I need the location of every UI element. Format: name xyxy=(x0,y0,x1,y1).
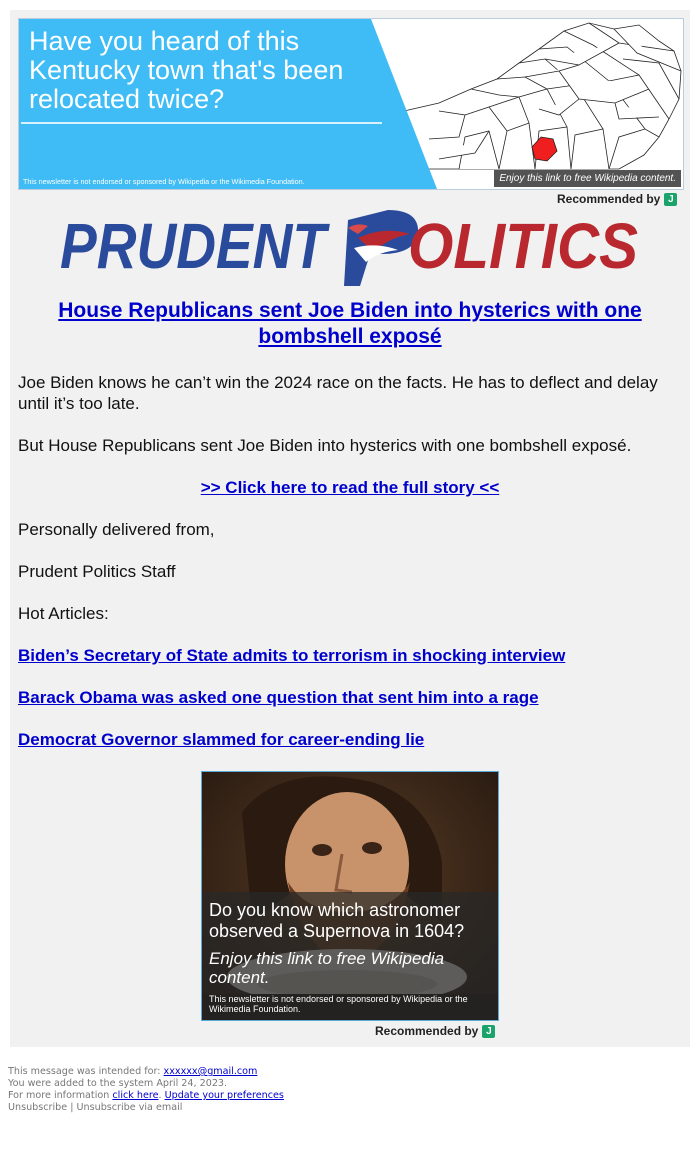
footer-intended-label: This message was intended for: xyxy=(8,1066,161,1077)
hot-article-item xyxy=(18,729,668,750)
article-headline-link[interactable]: House Republicans sent Joe Biden into hysterics with one bombshell exposé xyxy=(58,299,642,348)
read-full-story-link[interactable]: >> Click here to read the full story << xyxy=(200,478,500,497)
recommended-by-top[interactable] xyxy=(557,192,677,206)
footer-unsubscribe[interactable]: Unsubscribe xyxy=(8,1102,68,1113)
footer-added-line: You were added to the system April 24, 2023. xyxy=(8,1078,228,1089)
hot-article-link-1[interactable]: Biden’s Secretary of State admits to terrorism in shocking interview xyxy=(18,646,566,665)
hot-article-link-3[interactable]: Democrat Governor slammed for career-ending lie xyxy=(18,730,425,749)
footer-update-preferences-link[interactable]: Update your preferences xyxy=(164,1090,284,1101)
banner-headline[interactable]: Have you heard of this Kentucky town that's been relocated twice? xyxy=(29,26,344,114)
astronomer-disclaimer: This newsletter is not endorsed or sponsored by Wikipedia or the Wikimedia Foundation. xyxy=(209,994,468,1014)
logo-p-eagle-icon xyxy=(344,210,418,286)
footer-more-label: For more information xyxy=(8,1090,110,1101)
recommended-by-bottom[interactable] xyxy=(375,1024,495,1038)
hot-articles-heading: Hot Articles: xyxy=(18,604,109,623)
hot-article-link-2[interactable]: Barack Obama was asked one question that sent him into a rage xyxy=(18,688,539,707)
astronomer-enjoy-text[interactable]: Enjoy this link to free Wikipedia content. xyxy=(209,949,445,987)
recommender-logo-icon: J xyxy=(664,193,677,206)
banner-caption[interactable]: Enjoy this link to free Wikipedia content. xyxy=(494,170,681,187)
recommender-logo-icon: J xyxy=(482,1025,495,1038)
email-footer xyxy=(8,1066,284,1114)
hot-article-item xyxy=(18,687,668,708)
article-paragraph-1: Joe Biden knows he can’t win the 2024 race on the facts. He has to deflect and delay until it’s too late. xyxy=(18,373,658,413)
prudent-politics-logo[interactable] xyxy=(58,208,642,286)
article-paragraph-2: But House Republicans sent Joe Biden into hysterics with one bombshell exposé. xyxy=(18,436,632,455)
footer-email-link[interactable]: xxxxxx@gmail.com xyxy=(163,1066,258,1077)
footer-unsubscribe-line: Unsubscribe | Unsubscribe via email xyxy=(8,1102,183,1113)
kentucky-banner-ad[interactable] xyxy=(18,18,684,190)
footer-more-info-line: For more information click here. Update your preferences xyxy=(8,1090,284,1101)
footer-unsubscribe-email[interactable]: Unsubscribe via email xyxy=(76,1102,183,1113)
logo-text-olitics: OLITICS xyxy=(408,210,639,282)
staff-signature: Prudent Politics Staff xyxy=(18,562,176,581)
signoff-text: Personally delivered from, xyxy=(18,520,215,539)
banner-disclaimer: This newsletter is not endorsed or sponsored by Wikipedia or the Wikimedia Foundation. xyxy=(23,177,305,186)
email-card xyxy=(10,10,690,1047)
footer-intended-line xyxy=(8,1066,284,1078)
logo-text-prudent: PRUDENT xyxy=(60,210,331,282)
recommended-label: Recommended by xyxy=(375,1024,479,1038)
hot-article-item xyxy=(18,645,668,666)
recommended-label: Recommended by xyxy=(557,192,661,206)
footer-click-here-link[interactable]: click here xyxy=(112,1090,159,1101)
article-headline[interactable] xyxy=(18,298,682,350)
cta-container xyxy=(18,477,682,498)
banner-divider xyxy=(21,122,382,124)
astronomer-question[interactable]: Do you know which astronomer observed a Supernova in 1604? xyxy=(209,900,465,941)
astronomer-ad[interactable] xyxy=(201,771,499,1021)
astronomer-ad-overlay xyxy=(202,892,498,1020)
